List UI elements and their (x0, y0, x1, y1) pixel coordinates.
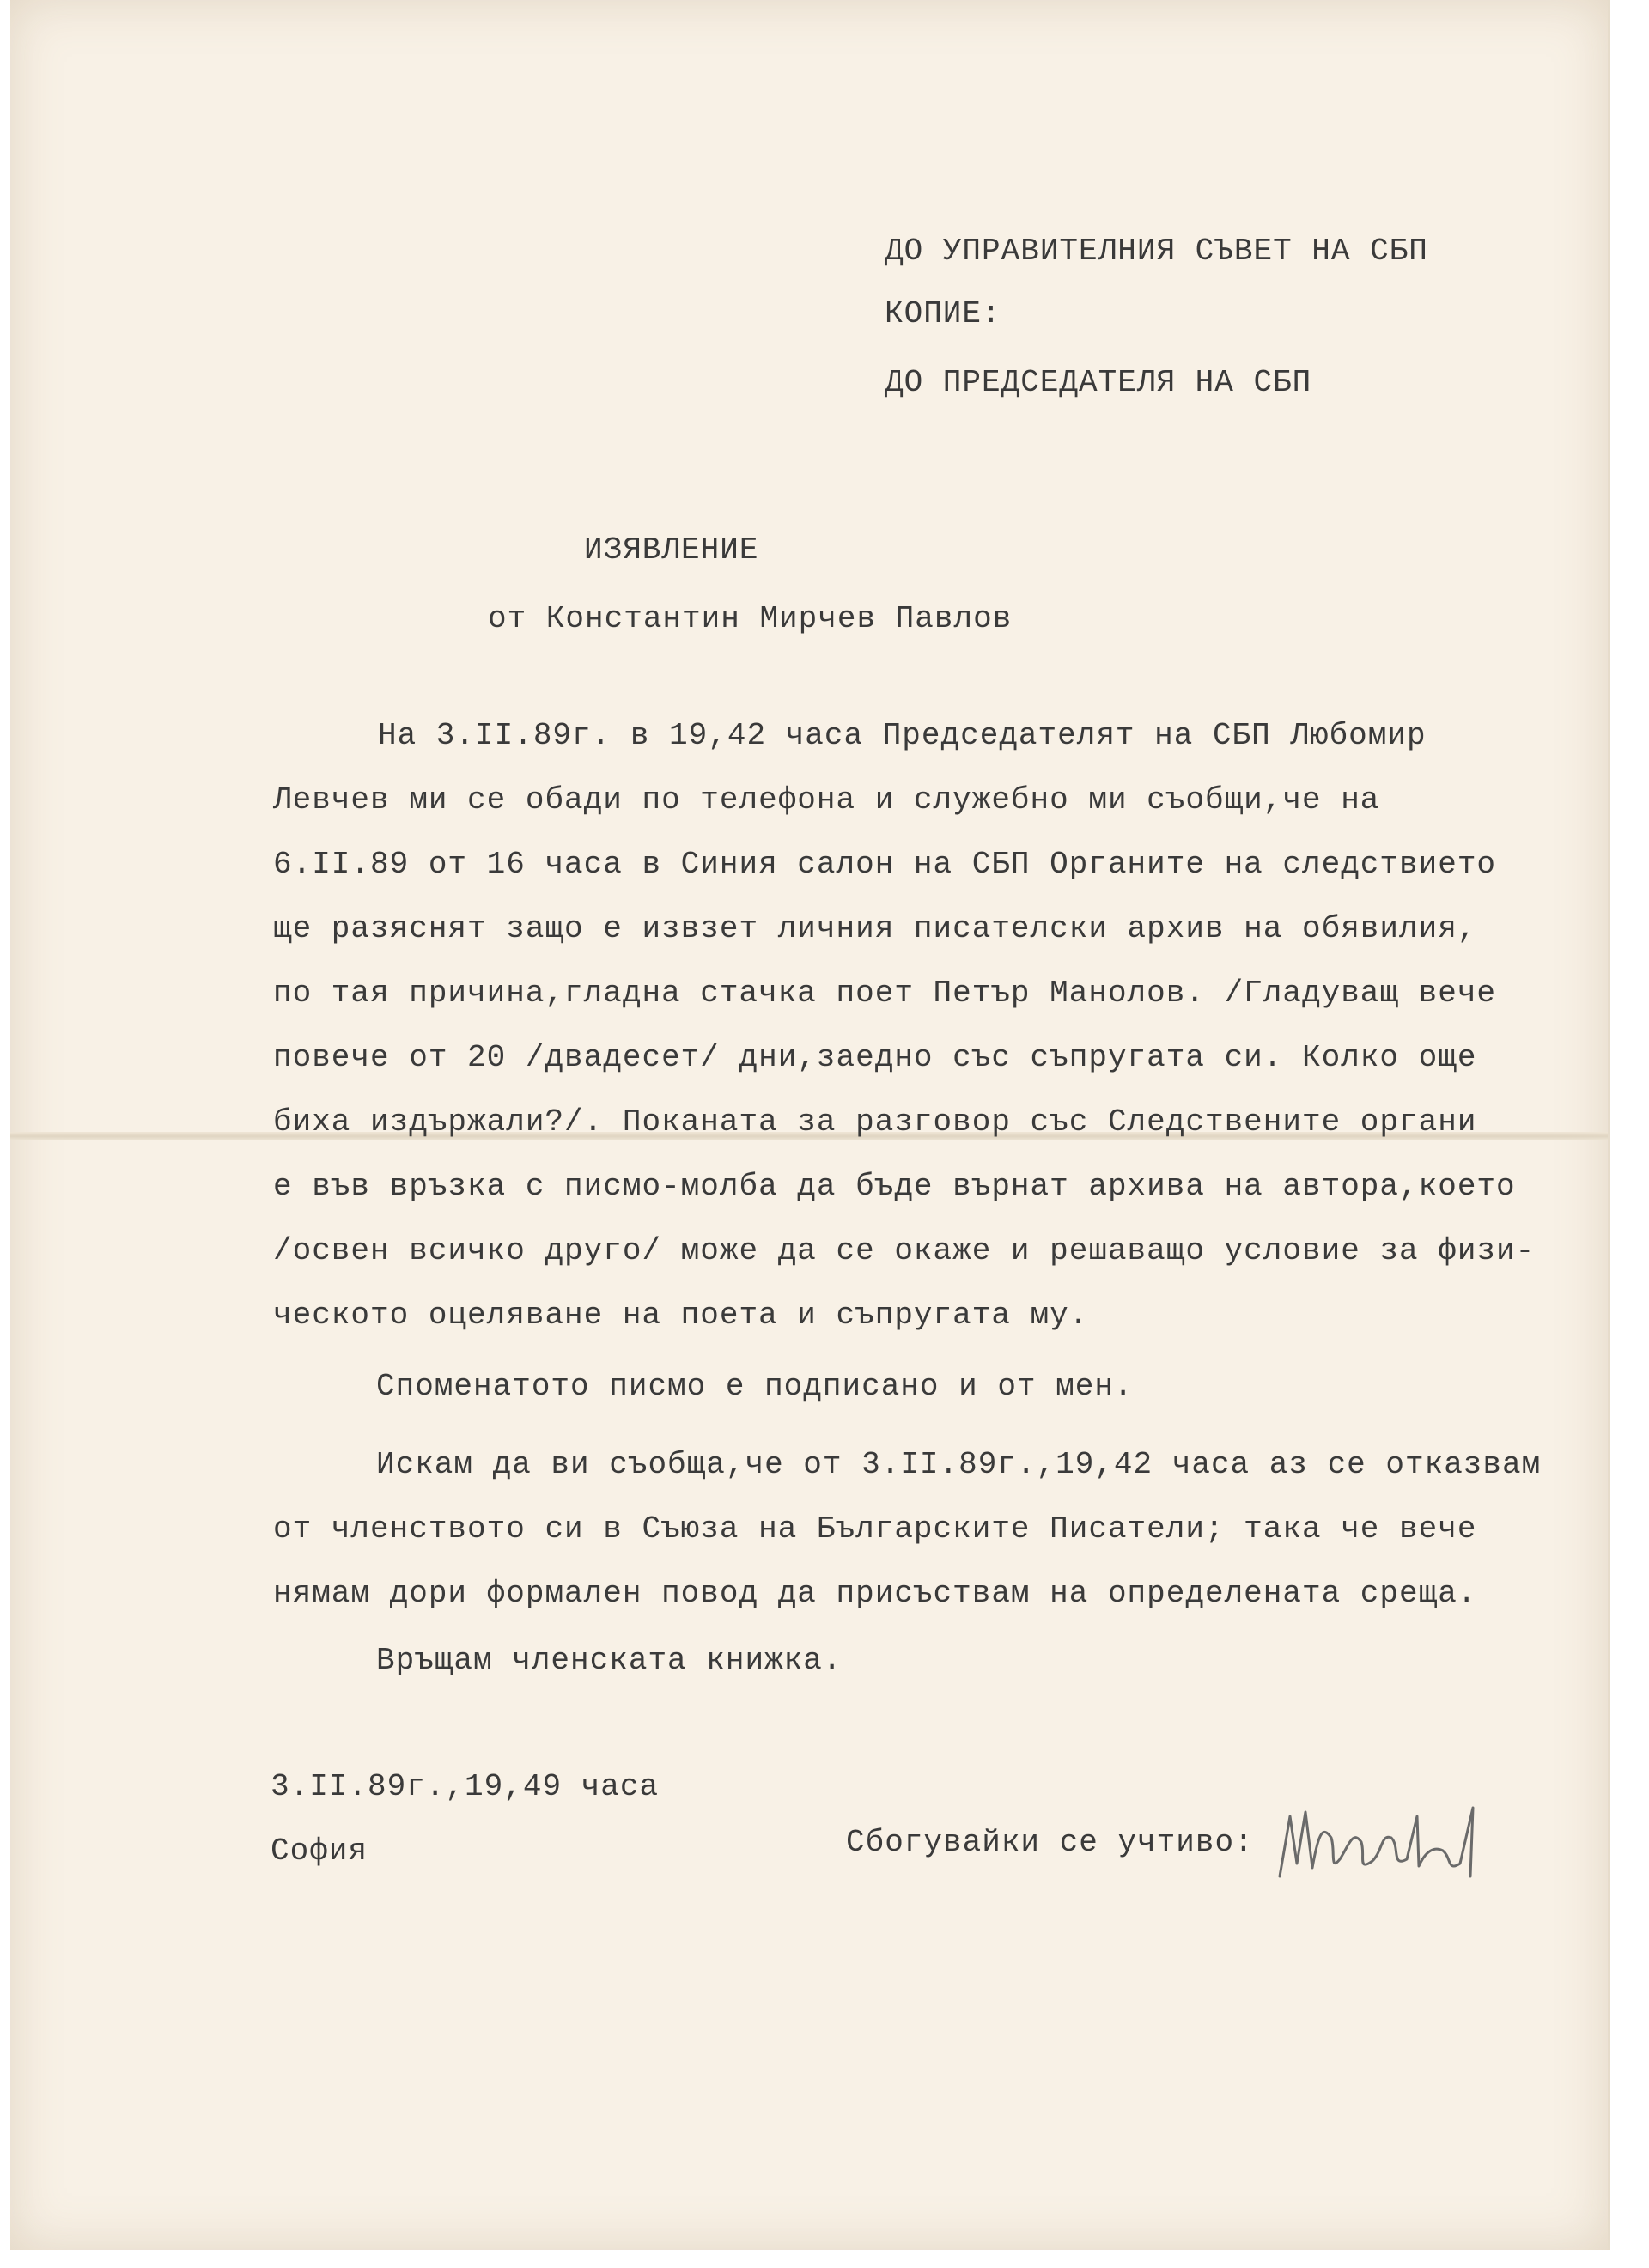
body-line-15: Връщам членската книжка. (376, 1643, 843, 1678)
body-line-5: по тая причина,гладна стачка поет Петър Манолов. /Гладуващ вече (273, 976, 1497, 1011)
body-line-7: биха издържали?/. Поканата за разговор със Следствените органи (273, 1104, 1477, 1140)
addressee-line-1: ДО УПРАВИТЕЛНИЯ СЪВЕТ НА СБП (885, 234, 1428, 269)
closing-line: Сбогувайки се учтиво: (846, 1825, 1254, 1860)
date-line: 3.II.89г.,19,49 часа (271, 1769, 660, 1804)
body-line-1: На 3.II.89г. в 19,42 часа Председателят на СБП Любомир (378, 718, 1427, 753)
body-line-9: /освен всичко друго/ може да се окаже и решаващо условие за физи- (273, 1233, 1536, 1268)
body-line-11: Споменатото писмо е подписано и от мен. (376, 1369, 1134, 1404)
body-line-6: повече от 20 /двадесет/ дни,заедно със съпругата си. Колко още (273, 1040, 1477, 1075)
body-line-14: нямам дори формален повод да присъствам на определената среща. (273, 1576, 1477, 1611)
document-title: ИЗЯВЛЕНИЕ (584, 532, 759, 568)
body-line-4: ще разяснят защо е извзет личния писателски архив на обявилия, (273, 911, 1477, 946)
body-line-12: Искам да ви съобща,че от 3.II.89г.,19,42 часа аз се отказвам (376, 1447, 1542, 1482)
body-line-8: е във връзка с писмо-молба да бъде върнат архива на автора,което (273, 1169, 1516, 1204)
body-line-13: от членството си в Съюза на Българските Писатели; така че вече (273, 1511, 1477, 1547)
document-subtitle: от Константин Мирчев Павлов (488, 601, 1013, 636)
body-line-10: ческото оцеляване на поета и съпругата му. (273, 1298, 1089, 1333)
addressee-line-2: КОПИЕ: (885, 296, 1001, 331)
body-line-2: Левчев ми се обади по телефона и служебно ми съобщи,че на (273, 782, 1380, 818)
handwritten-signature (1271, 1799, 1494, 1898)
addressee-line-3: ДО ПРЕДСЕДАТЕЛЯ НА СБП (885, 365, 1312, 400)
place-line: София (271, 1833, 368, 1869)
body-line-3: 6.II.89 от 16 часа в Синия салон на СБП Органите на следствието (273, 847, 1497, 882)
